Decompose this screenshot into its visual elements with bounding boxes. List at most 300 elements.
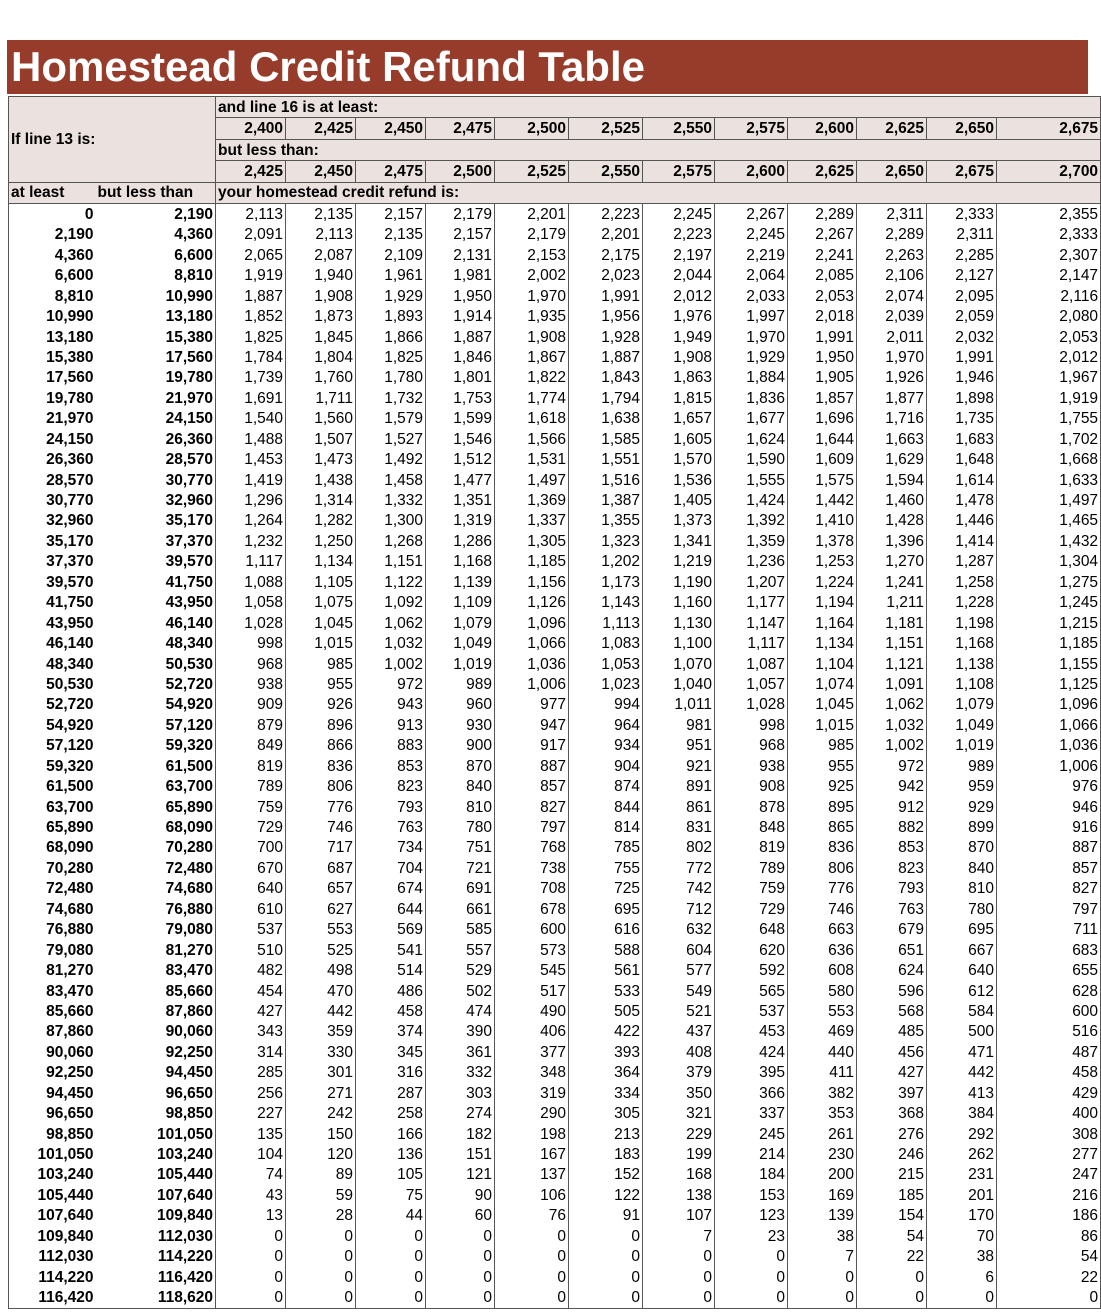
refund-cell: 458 xyxy=(356,1001,426,1021)
refund-cell: 120 xyxy=(286,1144,356,1164)
line13-less-than-cell: 96,650 xyxy=(96,1083,216,1103)
refund-cell: 913 xyxy=(356,715,426,735)
page-title: Homestead Credit Refund Table xyxy=(11,43,645,90)
refund-cell: 1,126 xyxy=(495,593,569,613)
refund-cell: 440 xyxy=(788,1042,857,1062)
refund-cell: 2,059 xyxy=(927,306,997,326)
refund-cell: 1,143 xyxy=(569,593,643,613)
refund-cell: 968 xyxy=(216,654,286,674)
refund-cell: 2,011 xyxy=(857,327,927,347)
refund-cell: 1,070 xyxy=(643,654,715,674)
refund-cell: 442 xyxy=(927,1063,997,1083)
refund-cell: 1,088 xyxy=(216,572,286,592)
refund-cell: 500 xyxy=(927,1022,997,1042)
refund-cell: 938 xyxy=(216,674,286,694)
refund-cell: 0 xyxy=(216,1287,286,1308)
refund-cell: 1,066 xyxy=(997,715,1101,735)
line13-less-than-cell: 90,060 xyxy=(96,1022,216,1042)
refund-cell: 1,884 xyxy=(715,368,788,388)
refund-cell: 2,018 xyxy=(788,306,857,326)
refund-cell: 0 xyxy=(286,1287,356,1308)
refund-cell: 1,134 xyxy=(286,552,356,572)
table-row xyxy=(9,1083,1101,1103)
refund-cell: 1,147 xyxy=(715,613,788,633)
refund-cell: 1,045 xyxy=(788,695,857,715)
line16-max-cell-1: 2,450 xyxy=(286,161,356,182)
refund-cell: 1,898 xyxy=(927,388,997,408)
line13-at-least-cell: 0 xyxy=(9,204,96,225)
refund-cell: 1,075 xyxy=(286,593,356,613)
refund-cell: 853 xyxy=(356,756,426,776)
refund-cell: 573 xyxy=(495,940,569,960)
refund-cell: 1,794 xyxy=(569,388,643,408)
line13-at-least-cell: 87,860 xyxy=(9,1022,96,1042)
refund-cell: 717 xyxy=(286,838,356,858)
refund-cell: 810 xyxy=(426,797,495,817)
refund-cell: 1,492 xyxy=(356,449,426,469)
line13-less-than-cell: 48,340 xyxy=(96,633,216,653)
refund-cell: 154 xyxy=(857,1206,927,1226)
refund-cell: 122 xyxy=(569,1185,643,1205)
line13-less-than-cell: 103,240 xyxy=(96,1144,216,1164)
refund-cell: 427 xyxy=(857,1063,927,1083)
refund-cell: 1,846 xyxy=(426,347,495,367)
refund-cell: 1,531 xyxy=(495,449,569,469)
refund-cell: 565 xyxy=(715,981,788,1001)
refund-cell: 2,263 xyxy=(857,245,927,265)
table-row xyxy=(9,695,1101,715)
refund-cell: 123 xyxy=(715,1206,788,1226)
refund-cell: 44 xyxy=(356,1206,426,1226)
refund-cell: 2,289 xyxy=(788,204,857,225)
refund-cell: 848 xyxy=(715,817,788,837)
refund-cell: 2,065 xyxy=(216,245,286,265)
refund-cell: 909 xyxy=(216,695,286,715)
refund-cell: 1,241 xyxy=(857,572,927,592)
refund-cell: 1,087 xyxy=(715,654,788,674)
refund-cell: 887 xyxy=(495,756,569,776)
table-row xyxy=(9,490,1101,510)
refund-cell: 23 xyxy=(715,1226,788,1246)
refund-cell: 1,062 xyxy=(857,695,927,715)
refund-cell: 2,087 xyxy=(286,245,356,265)
refund-cell: 213 xyxy=(569,1124,643,1144)
refund-cell: 545 xyxy=(495,960,569,980)
refund-cell: 1,194 xyxy=(788,593,857,613)
refund-cell: 487 xyxy=(997,1042,1101,1062)
refund-cell: 348 xyxy=(495,1063,569,1083)
refund-cell: 510 xyxy=(216,940,286,960)
refund-cell: 746 xyxy=(286,817,356,837)
refund-cell: 231 xyxy=(927,1165,997,1185)
refund-cell: 2,053 xyxy=(997,327,1101,347)
refund-cell: 374 xyxy=(356,1022,426,1042)
refund-cell: 1,228 xyxy=(927,593,997,613)
line16-min-cell-3: 2,475 xyxy=(426,118,495,139)
refund-cell: 972 xyxy=(356,674,426,694)
line13-at-least-cell: 57,120 xyxy=(9,736,96,756)
refund-cell: 1,300 xyxy=(356,511,426,531)
line13-at-least-cell: 17,560 xyxy=(9,368,96,388)
refund-cell: 0 xyxy=(788,1287,857,1308)
refund-cell: 321 xyxy=(643,1103,715,1123)
refund-cell: 882 xyxy=(857,817,927,837)
table-row xyxy=(9,960,1101,980)
refund-cell: 2,106 xyxy=(857,266,927,286)
table-row xyxy=(9,266,1101,286)
refund-cell: 1,428 xyxy=(857,511,927,531)
line13-at-least-cell: 54,920 xyxy=(9,715,96,735)
table-row xyxy=(9,1185,1101,1205)
table-row xyxy=(9,633,1101,653)
refund-cell: 691 xyxy=(426,879,495,899)
refund-cell: 1,319 xyxy=(426,511,495,531)
line13-less-than-cell: 76,880 xyxy=(96,899,216,919)
refund-cell: 1,036 xyxy=(997,736,1101,756)
refund-cell: 185 xyxy=(857,1185,927,1205)
refund-cell: 1,045 xyxy=(286,613,356,633)
refund-cell: 2,355 xyxy=(997,204,1101,225)
refund-cell: 0 xyxy=(569,1247,643,1267)
line13-less-than-cell: 116,420 xyxy=(96,1267,216,1287)
line13-at-least-cell: 79,080 xyxy=(9,940,96,960)
table-row xyxy=(9,899,1101,919)
refund-cell: 1,460 xyxy=(857,490,927,510)
refund-cell: 471 xyxy=(927,1042,997,1062)
refund-cell: 343 xyxy=(216,1022,286,1042)
refund-cell: 908 xyxy=(715,776,788,796)
line13-less-than-cell: 21,970 xyxy=(96,388,216,408)
refund-cell: 1,893 xyxy=(356,306,426,326)
refund-cell: 557 xyxy=(426,940,495,960)
refund-cell: 89 xyxy=(286,1165,356,1185)
refund-cell: 865 xyxy=(788,817,857,837)
refund-cell: 1,190 xyxy=(643,572,715,592)
refund-cell: 806 xyxy=(788,858,857,878)
refund-cell: 90 xyxy=(426,1185,495,1205)
refund-cell: 1,852 xyxy=(216,306,286,326)
refund-cell: 1,516 xyxy=(569,470,643,490)
refund-cell: 292 xyxy=(927,1124,997,1144)
refund-cell: 712 xyxy=(643,899,715,919)
refund-cell: 1,359 xyxy=(715,531,788,551)
line13-at-least-cell: 116,420 xyxy=(9,1287,96,1308)
refund-cell: 823 xyxy=(356,776,426,796)
refund-cell: 600 xyxy=(495,920,569,940)
line16-min-cell-11: 2,675 xyxy=(997,118,1101,139)
refund-cell: 1,396 xyxy=(857,531,927,551)
table-row xyxy=(9,327,1101,347)
refund-cell: 1,950 xyxy=(426,286,495,306)
refund-cell: 772 xyxy=(643,858,715,878)
refund-cell: 379 xyxy=(643,1063,715,1083)
refund-cell: 1,497 xyxy=(495,470,569,490)
refund-cell: 76 xyxy=(495,1206,569,1226)
refund-cell: 1,139 xyxy=(426,572,495,592)
refund-cell: 1,424 xyxy=(715,490,788,510)
line13-less-than-cell: 59,320 xyxy=(96,736,216,756)
refund-cell: 604 xyxy=(643,940,715,960)
refund-cell: 725 xyxy=(569,879,643,899)
line16-min-cell-5: 2,525 xyxy=(569,118,643,139)
refund-cell: 1,442 xyxy=(788,490,857,510)
refund-cell: 1,079 xyxy=(426,613,495,633)
refund-cell: 1,566 xyxy=(495,429,569,449)
line13-at-least-cell: 65,890 xyxy=(9,817,96,837)
refund-cell: 0 xyxy=(715,1267,788,1287)
refund-cell: 382 xyxy=(788,1083,857,1103)
refund-cell: 1,825 xyxy=(216,327,286,347)
refund-cell: 482 xyxy=(216,960,286,980)
refund-cell: 242 xyxy=(286,1103,356,1123)
line13-less-than-cell: 83,470 xyxy=(96,960,216,980)
refund-cell: 929 xyxy=(927,797,997,817)
refund-cell: 1,739 xyxy=(216,368,286,388)
table-body xyxy=(9,204,1101,1309)
refund-cell: 998 xyxy=(715,715,788,735)
table-row xyxy=(9,1042,1101,1062)
refund-cell: 470 xyxy=(286,981,356,1001)
line13-less-than-cell: 57,120 xyxy=(96,715,216,735)
refund-cell: 661 xyxy=(426,899,495,919)
refund-cell: 1,245 xyxy=(997,593,1101,613)
refund-cell: 359 xyxy=(286,1022,356,1042)
refund-cell: 2,307 xyxy=(997,245,1101,265)
refund-cell: 1,696 xyxy=(788,409,857,429)
refund-cell: 2,033 xyxy=(715,286,788,306)
refund-cell: 1,032 xyxy=(857,715,927,735)
refund-cell: 516 xyxy=(997,1022,1101,1042)
line13-less-than-cell: 81,270 xyxy=(96,940,216,960)
refund-cell: 1,125 xyxy=(997,674,1101,694)
refund-cell: 413 xyxy=(927,1083,997,1103)
refund-cell: 789 xyxy=(216,776,286,796)
refund-cell: 657 xyxy=(286,879,356,899)
refund-cell: 840 xyxy=(927,858,997,878)
refund-cell: 1,946 xyxy=(927,368,997,388)
refund-cell: 1,477 xyxy=(426,470,495,490)
refund-cell: 695 xyxy=(927,920,997,940)
refund-cell: 1,540 xyxy=(216,409,286,429)
refund-cell: 648 xyxy=(715,920,788,940)
refund-cell: 0 xyxy=(715,1247,788,1267)
refund-cell: 1,006 xyxy=(997,756,1101,776)
refund-cell: 28 xyxy=(286,1206,356,1226)
refund-cell: 663 xyxy=(788,920,857,940)
refund-cell: 2,113 xyxy=(216,204,286,225)
refund-cell: 184 xyxy=(715,1165,788,1185)
refund-cell: 0 xyxy=(356,1226,426,1246)
if-line13-label: If line 13 is: xyxy=(9,97,216,183)
refund-cell: 1,151 xyxy=(356,552,426,572)
refund-cell: 1,784 xyxy=(216,347,286,367)
refund-cell: 1,629 xyxy=(857,449,927,469)
refund-cell: 1,940 xyxy=(286,266,356,286)
refund-cell: 1,926 xyxy=(857,368,927,388)
refund-cell: 746 xyxy=(788,899,857,919)
line13-at-least-cell: 26,360 xyxy=(9,449,96,469)
refund-cell: 1,305 xyxy=(495,531,569,551)
table-row xyxy=(9,940,1101,960)
line13-at-least-cell: 19,780 xyxy=(9,388,96,408)
refund-cell: 768 xyxy=(495,838,569,858)
refund-cell: 1,275 xyxy=(997,572,1101,592)
table-row xyxy=(9,409,1101,429)
refund-cell: 640 xyxy=(927,960,997,980)
table-row xyxy=(9,552,1101,572)
refund-cell: 1,908 xyxy=(286,286,356,306)
refund-cell: 227 xyxy=(216,1103,286,1123)
table-row xyxy=(9,715,1101,735)
refund-cell: 1,905 xyxy=(788,368,857,388)
refund-cell: 780 xyxy=(927,899,997,919)
refund-cell: 1,028 xyxy=(216,613,286,633)
refund-cell: 942 xyxy=(857,776,927,796)
refund-cell: 1,961 xyxy=(356,266,426,286)
line13-less-than-cell: 2,190 xyxy=(96,204,216,225)
refund-cell: 2,113 xyxy=(286,225,356,245)
refund-cell: 350 xyxy=(643,1083,715,1103)
refund-cell: 277 xyxy=(997,1144,1101,1164)
refund-cell: 0 xyxy=(569,1267,643,1287)
refund-cell: 998 xyxy=(216,633,286,653)
line13-at-least-cell: 46,140 xyxy=(9,633,96,653)
line13-less-than-cell: 87,860 xyxy=(96,1001,216,1021)
refund-cell: 75 xyxy=(356,1185,426,1205)
refund-cell: 411 xyxy=(788,1063,857,1083)
refund-cell: 1,683 xyxy=(927,429,997,449)
refund-cell: 2,053 xyxy=(788,286,857,306)
refund-cell: 2,023 xyxy=(569,266,643,286)
refund-cell: 1,919 xyxy=(216,266,286,286)
refund-cell: 397 xyxy=(857,1083,927,1103)
refund-cell: 831 xyxy=(643,817,715,837)
refund-cell: 502 xyxy=(426,981,495,1001)
refund-cell: 429 xyxy=(997,1083,1101,1103)
refund-cell: 537 xyxy=(715,1001,788,1021)
refund-cell: 2,245 xyxy=(643,204,715,225)
refund-cell: 836 xyxy=(788,838,857,858)
refund-cell: 366 xyxy=(715,1083,788,1103)
refund-cell: 490 xyxy=(495,1001,569,1021)
refund-cell: 1,432 xyxy=(997,531,1101,551)
refund-cell: 1,410 xyxy=(788,511,857,531)
refund-cell: 1,507 xyxy=(286,429,356,449)
line13-less-than-cell: 13,180 xyxy=(96,306,216,326)
table-row xyxy=(9,858,1101,878)
refund-cell: 1,633 xyxy=(997,470,1101,490)
refund-cell: 0 xyxy=(426,1247,495,1267)
refund-cell: 1,908 xyxy=(643,347,715,367)
line13-at-least-cell: 43,950 xyxy=(9,613,96,633)
refund-cell: 704 xyxy=(356,858,426,878)
refund-cell: 1,332 xyxy=(356,490,426,510)
refund-cell: 628 xyxy=(997,981,1101,1001)
refund-cell: 0 xyxy=(286,1267,356,1287)
refund-cell: 738 xyxy=(495,858,569,878)
refund-cell: 981 xyxy=(643,715,715,735)
table-row xyxy=(9,817,1101,837)
refund-cell: 793 xyxy=(356,797,426,817)
refund-cell: 2,179 xyxy=(495,225,569,245)
refund-cell: 505 xyxy=(569,1001,643,1021)
line13-at-least-cell: 10,990 xyxy=(9,306,96,326)
refund-cell: 0 xyxy=(857,1287,927,1308)
refund-cell: 1,935 xyxy=(495,306,569,326)
refund-cell: 1,138 xyxy=(927,654,997,674)
refund-is-label: your homestead credit refund is: xyxy=(216,182,1101,203)
line13-at-least-cell: 15,380 xyxy=(9,347,96,367)
line13-at-least-cell: 103,240 xyxy=(9,1165,96,1185)
refund-cell: 0 xyxy=(643,1287,715,1308)
refund-cell: 1,232 xyxy=(216,531,286,551)
line13-less-than-cell: 19,780 xyxy=(96,368,216,388)
refund-cell: 729 xyxy=(216,817,286,837)
refund-cell: 683 xyxy=(997,940,1101,960)
line13-less-than-cell: 54,920 xyxy=(96,695,216,715)
refund-cell: 271 xyxy=(286,1083,356,1103)
line13-less-than-cell: 107,640 xyxy=(96,1185,216,1205)
refund-cell: 485 xyxy=(857,1022,927,1042)
refund-cell: 183 xyxy=(569,1144,643,1164)
refund-cell: 2,223 xyxy=(569,204,643,225)
refund-cell: 1,207 xyxy=(715,572,788,592)
line16-min-cell-9: 2,625 xyxy=(857,118,927,139)
refund-cell: 874 xyxy=(569,776,643,796)
line13-less-than-cell: 114,220 xyxy=(96,1247,216,1267)
line13-at-least-cell: 37,370 xyxy=(9,552,96,572)
refund-cell: 840 xyxy=(426,776,495,796)
refund-cell: 1,304 xyxy=(997,552,1101,572)
refund-cell: 200 xyxy=(788,1165,857,1185)
table-row xyxy=(9,1267,1101,1287)
table-row xyxy=(9,1001,1101,1021)
line13-less-than-cell: 10,990 xyxy=(96,286,216,306)
refund-cell: 474 xyxy=(426,1001,495,1021)
refund-cell: 1,011 xyxy=(643,695,715,715)
line13-at-least-cell: 72,480 xyxy=(9,879,96,899)
line16-min-cell-2: 2,450 xyxy=(356,118,426,139)
refund-cell: 43 xyxy=(216,1185,286,1205)
refund-cell: 137 xyxy=(495,1165,569,1185)
refund-cell: 612 xyxy=(927,981,997,1001)
refund-cell: 776 xyxy=(788,879,857,899)
refund-cell: 1,755 xyxy=(997,409,1101,429)
line16-max-cell-2: 2,475 xyxy=(356,161,426,182)
refund-cell: 1,929 xyxy=(356,286,426,306)
refund-cell: 553 xyxy=(788,1001,857,1021)
refund-cell: 627 xyxy=(286,899,356,919)
refund-cell: 1,575 xyxy=(788,470,857,490)
refund-cell: 7 xyxy=(788,1247,857,1267)
refund-cell: 1,624 xyxy=(715,429,788,449)
table-row xyxy=(9,756,1101,776)
table-row xyxy=(9,204,1101,225)
refund-cell: 1,976 xyxy=(643,306,715,326)
refund-cell: 561 xyxy=(569,960,643,980)
table-row xyxy=(9,776,1101,796)
refund-cell: 1,458 xyxy=(356,470,426,490)
refund-cell: 2,197 xyxy=(643,245,715,265)
line13-less-than-cell: 37,370 xyxy=(96,531,216,551)
refund-cell: 912 xyxy=(857,797,927,817)
table-row xyxy=(9,1206,1101,1226)
refund-cell: 1,753 xyxy=(426,388,495,408)
refund-cell: 167 xyxy=(495,1144,569,1164)
refund-cell: 2,241 xyxy=(788,245,857,265)
refund-cell: 976 xyxy=(997,776,1101,796)
refund-cell: 934 xyxy=(569,736,643,756)
